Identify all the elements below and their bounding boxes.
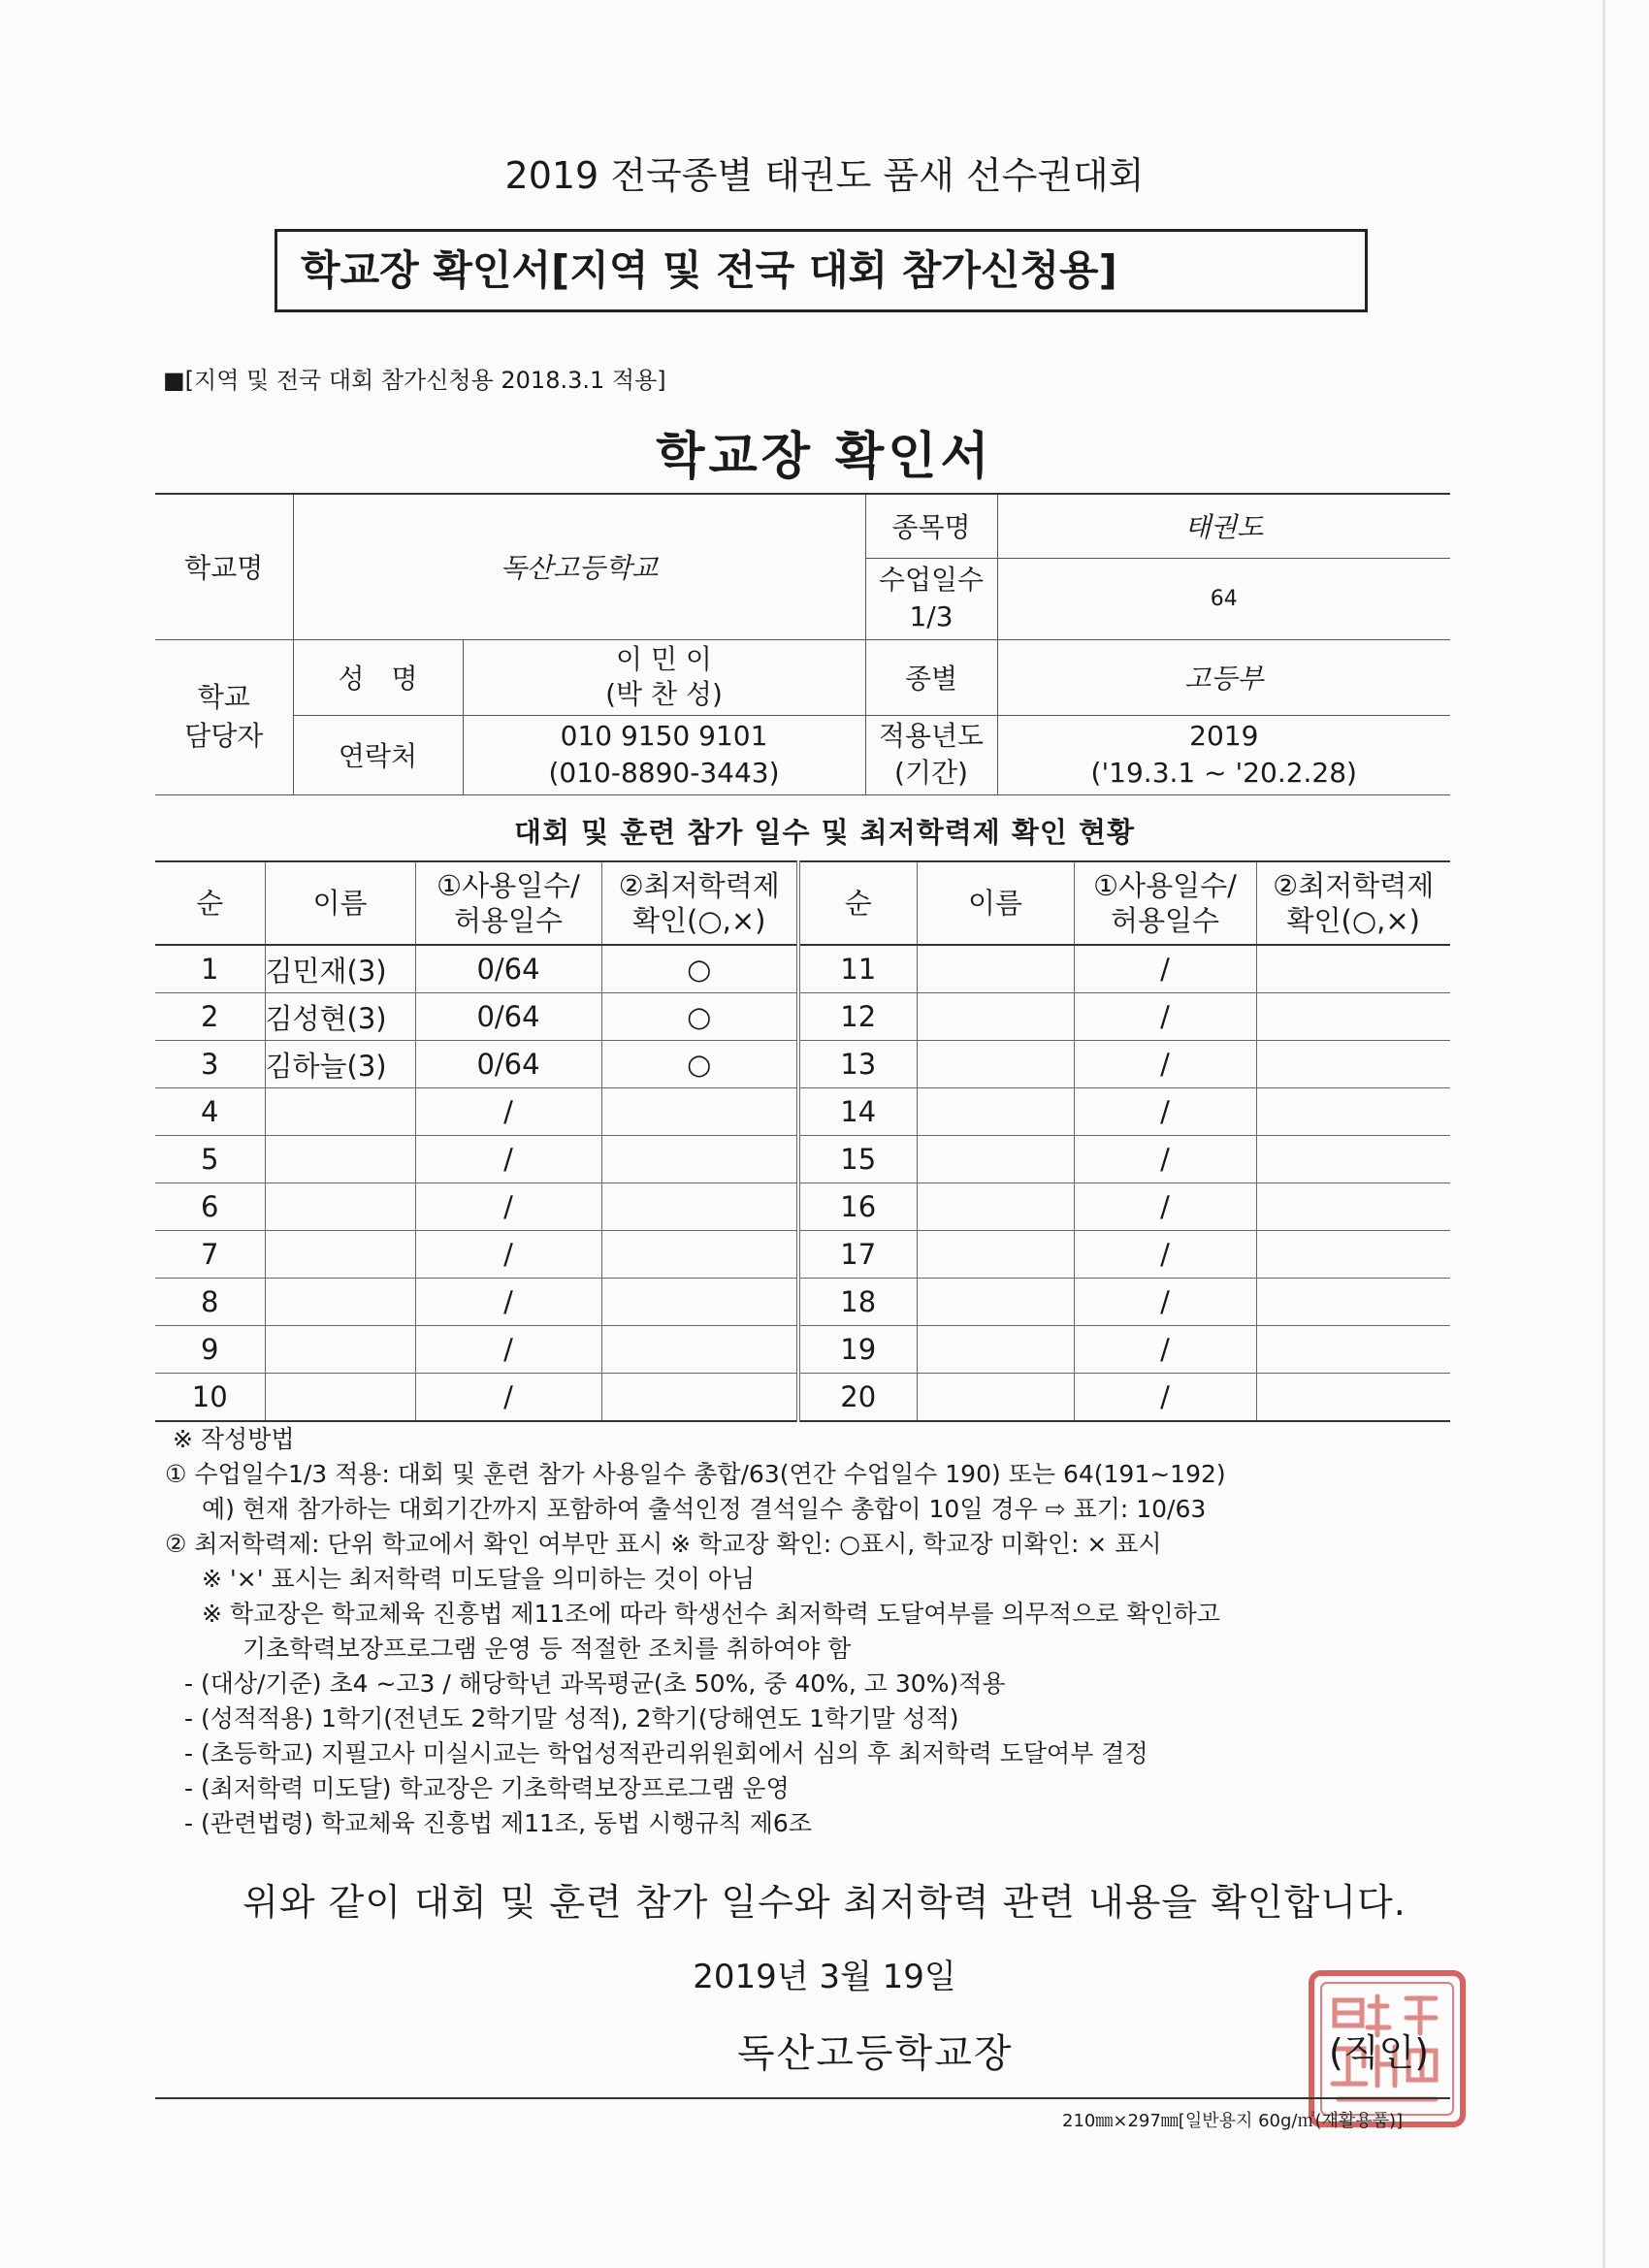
header-days-line2: 허용일수 — [453, 904, 564, 937]
instruction-note-2-line2: 기초학력보장프로그램 운영 등 적절한 조치를 취하여야 함 — [242, 1635, 852, 1663]
record-no: 10 — [155, 1374, 265, 1422]
instructions-heading: ※ 작성방법 — [173, 1425, 295, 1453]
instruction-item-2-line1: ② 최저학력제: 단위 학교에서 확인 여부만 표시 ※ 학교장 확인: ○표시, 학교장 미확인: × 표시 — [165, 1530, 1162, 1558]
record-check: ○ — [601, 1041, 798, 1088]
year-label-line2: (기간) — [894, 757, 968, 789]
footer-divider — [155, 2097, 1450, 2099]
instruction-dash-2: - (성적적용) 1학기(전년도 2학기말 성적), 2학기(당해연도 1학기말 성적) — [184, 1704, 959, 1733]
record-days: / — [415, 1136, 601, 1183]
record-days: / — [415, 1088, 601, 1136]
record-name — [265, 1183, 415, 1231]
class-days-label-line1: 수업일수 — [878, 564, 985, 596]
header-check-line1: ②최저학력제 — [1273, 869, 1435, 902]
school-info-table — [155, 493, 1450, 795]
record-no: 14 — [798, 1088, 917, 1136]
instruction-item-1-line2: 예) 현재 참가하는 대회기간까지 포함하여 출석인정 결석일수 총합이 10일 경우 ⇨ 표기: 10/63 — [202, 1495, 1207, 1523]
header-no: 순 — [155, 861, 265, 945]
record-check — [1256, 1231, 1450, 1279]
event-title: 2019 전국종별 태권도 품새 선수권대회 — [504, 154, 1145, 197]
record-check: ○ — [601, 993, 798, 1041]
school-name-label: 학교명 — [155, 494, 293, 639]
instruction-note-1: ※ '×' 표시는 최저학력 미도달을 의미하는 것이 아님 — [202, 1565, 756, 1593]
record-check — [1256, 1088, 1450, 1136]
record-name — [265, 1326, 415, 1374]
record-name — [265, 1279, 415, 1326]
record-no: 6 — [155, 1183, 265, 1231]
record-check: ○ — [601, 945, 798, 993]
record-check — [601, 1183, 798, 1231]
record-days: / — [415, 1374, 601, 1422]
record-no: 7 — [155, 1231, 265, 1279]
phone-label: 연락처 — [293, 715, 463, 794]
instruction-item-1-line1: ① 수업일수1/3 적용: 대회 및 훈련 참가 사용일수 총합/63(연간 수업일수 190) 또는 64(191~192) — [165, 1460, 1226, 1488]
table-row — [155, 993, 1450, 1041]
record-no: 15 — [798, 1136, 917, 1183]
name-value-line2: (박 찬 성) — [605, 678, 723, 710]
division-label: 종별 — [865, 639, 997, 715]
table-row — [155, 1041, 1450, 1088]
record-no: 2 — [155, 993, 265, 1041]
event-value: 태권도 — [997, 494, 1450, 558]
record-name — [917, 945, 1074, 993]
record-name — [917, 1088, 1074, 1136]
instruction-dash-3: - (초등학교) 지필고사 미실시교는 학업성적관리위원회에서 심의 후 최저학력 도달여부 결정 — [184, 1739, 1148, 1767]
year-label-line1: 적용년도 — [878, 720, 985, 752]
year-label — [865, 715, 997, 794]
contact-person-label-line1: 학교 — [197, 681, 250, 713]
table-row — [155, 1231, 1450, 1279]
issue-date: 2019년 3월 19일 — [693, 1958, 956, 1996]
record-check — [601, 1279, 798, 1326]
table-row — [155, 945, 1450, 993]
main-title: 학교장 확인서 — [656, 428, 993, 486]
record-check — [601, 1136, 798, 1183]
record-days: / — [1074, 1041, 1256, 1088]
record-no: 13 — [798, 1041, 917, 1088]
principal-name: 독산고등학교장 — [737, 2031, 1014, 2076]
record-no: 5 — [155, 1136, 265, 1183]
header-days-line1: ①사용일수/ — [436, 869, 580, 902]
header-name: 이름 — [917, 861, 1074, 945]
class-days-label-line2: 1/3 — [909, 600, 954, 632]
record-check — [601, 1231, 798, 1279]
contact-person-label-line2: 담당자 — [184, 720, 264, 752]
record-no: 4 — [155, 1088, 265, 1136]
instruction-note-2-line1: ※ 학교장은 학교체육 진흥법 제11조에 따라 학생선수 최저학력 도달여부를 의무적으로 확인하고 — [202, 1600, 1220, 1628]
record-no: 8 — [155, 1279, 265, 1326]
instructions — [165, 1422, 1465, 1841]
record-days: / — [1074, 1088, 1256, 1136]
record-days: / — [1074, 993, 1256, 1041]
class-days-label — [865, 558, 997, 639]
header-check-line2: 확인(○,×) — [632, 904, 766, 937]
record-check — [1256, 1279, 1450, 1326]
header-days-line1: ①사용일수/ — [1093, 869, 1237, 902]
record-days: / — [415, 1183, 601, 1231]
record-no: 18 — [798, 1279, 917, 1326]
school-name-value: 독산고등학교 — [293, 494, 865, 639]
record-days: / — [1074, 945, 1256, 993]
record-name — [917, 1326, 1074, 1374]
record-name — [917, 1231, 1074, 1279]
record-days: / — [1074, 1231, 1256, 1279]
record-check — [1256, 1041, 1450, 1088]
header-days — [415, 861, 601, 945]
event-label: 종목명 — [865, 494, 997, 558]
instruction-dash-4: - (최저학력 미도달) 학교장은 기초학력보장프로그램 운영 — [184, 1774, 790, 1802]
record-days: / — [1074, 1136, 1256, 1183]
record-name — [917, 993, 1074, 1041]
contact-person-label — [155, 639, 293, 794]
records-body — [155, 945, 1450, 1421]
header-days-line2: 허용일수 — [1110, 904, 1220, 937]
record-days: / — [415, 1326, 601, 1374]
phone-value-line1: 010 9150 9101 — [560, 720, 768, 752]
record-days: 0/64 — [415, 1041, 601, 1088]
record-days: / — [1074, 1279, 1256, 1326]
record-name — [265, 1231, 415, 1279]
header-days — [1074, 861, 1256, 945]
record-check — [1256, 1183, 1450, 1231]
record-check — [1256, 1326, 1450, 1374]
year-value-line2: ('19.3.1 ~ '20.2.28) — [1090, 757, 1357, 789]
record-check — [1256, 1374, 1450, 1422]
paper-spec: 210㎜×297㎜[일반용지 60g/㎡(재활용품)] — [1062, 2111, 1404, 2131]
header-name: 이름 — [265, 861, 415, 945]
header-check — [1256, 861, 1450, 945]
instruction-dash-1: - (대상/기준) 초4 ~고3 / 해당학년 과목평균(초 50%, 중 40%, 고 30%)적용 — [184, 1669, 1006, 1698]
record-check — [1256, 993, 1450, 1041]
table-row — [155, 1136, 1450, 1183]
record-days: / — [1074, 1374, 1256, 1422]
record-no: 17 — [798, 1231, 917, 1279]
record-no: 3 — [155, 1041, 265, 1088]
record-name: 김민재(3) — [265, 945, 415, 993]
record-name — [265, 1136, 415, 1183]
record-no: 16 — [798, 1183, 917, 1231]
record-check — [1256, 945, 1450, 993]
record-no: 9 — [155, 1326, 265, 1374]
confirmation-statement: 위와 같이 대회 및 훈련 참가 일수와 최저학력 관련 내용을 확인합니다. — [242, 1881, 1406, 1924]
header-no: 순 — [798, 861, 917, 945]
scan-edge — [1602, 0, 1605, 2268]
record-days: 0/64 — [415, 993, 601, 1041]
record-days: / — [1074, 1183, 1256, 1231]
record-days: / — [1074, 1326, 1256, 1374]
record-name — [917, 1136, 1074, 1183]
header-check-line2: 확인(○,×) — [1286, 904, 1420, 937]
header-check — [601, 861, 798, 945]
record-days: / — [415, 1231, 601, 1279]
seal-label: (직인) — [1329, 2031, 1430, 2074]
record-name — [917, 1041, 1074, 1088]
table-row — [155, 1183, 1450, 1231]
record-check — [601, 1088, 798, 1136]
record-no: 19 — [798, 1326, 917, 1374]
applicability-notice: ■[지역 및 전국 대회 참가신청용 2018.3.1 적용] — [163, 367, 666, 394]
record-check — [1256, 1136, 1450, 1183]
record-name — [917, 1279, 1074, 1326]
record-check — [601, 1374, 798, 1422]
record-name — [917, 1183, 1074, 1231]
table-row — [155, 1088, 1450, 1136]
record-name: 김하늘(3) — [265, 1041, 415, 1088]
form-title: 학교장 확인서[지역 및 전국 대회 참가신청용] — [275, 229, 1368, 312]
record-no: 12 — [798, 993, 917, 1041]
phone-value-line2: (010-8890-3443) — [548, 757, 780, 789]
name-value-line1: 이 민 이 — [616, 643, 712, 675]
record-check — [601, 1326, 798, 1374]
record-name — [265, 1088, 415, 1136]
table-row — [155, 1279, 1450, 1326]
header-check-line1: ②최저학력제 — [618, 869, 780, 902]
instruction-dash-5: - (관련법령) 학교체육 진흥법 제11조, 동법 시행규칙 제6조 — [184, 1809, 812, 1837]
record-name — [265, 1374, 415, 1422]
record-name: 김성현(3) — [265, 993, 415, 1041]
record-no: 11 — [798, 945, 917, 993]
name-label: 성 명 — [293, 639, 463, 715]
record-days: 0/64 — [415, 945, 601, 993]
year-value — [997, 715, 1450, 794]
section-title: 대회 및 훈련 참가 일수 및 최저학력제 확인 현황 — [513, 816, 1136, 849]
record-days: / — [415, 1279, 601, 1326]
record-no: 1 — [155, 945, 265, 993]
phone-value — [463, 715, 865, 794]
division-value: 고등부 — [997, 639, 1450, 715]
table-row — [155, 1374, 1450, 1422]
participation-records-table — [155, 860, 1450, 1422]
record-no: 20 — [798, 1374, 917, 1422]
record-name — [917, 1374, 1074, 1422]
table-row — [155, 1326, 1450, 1374]
name-value — [463, 639, 865, 715]
year-value-line1: 2019 — [1189, 720, 1259, 752]
class-days-value: 64 — [997, 558, 1450, 639]
